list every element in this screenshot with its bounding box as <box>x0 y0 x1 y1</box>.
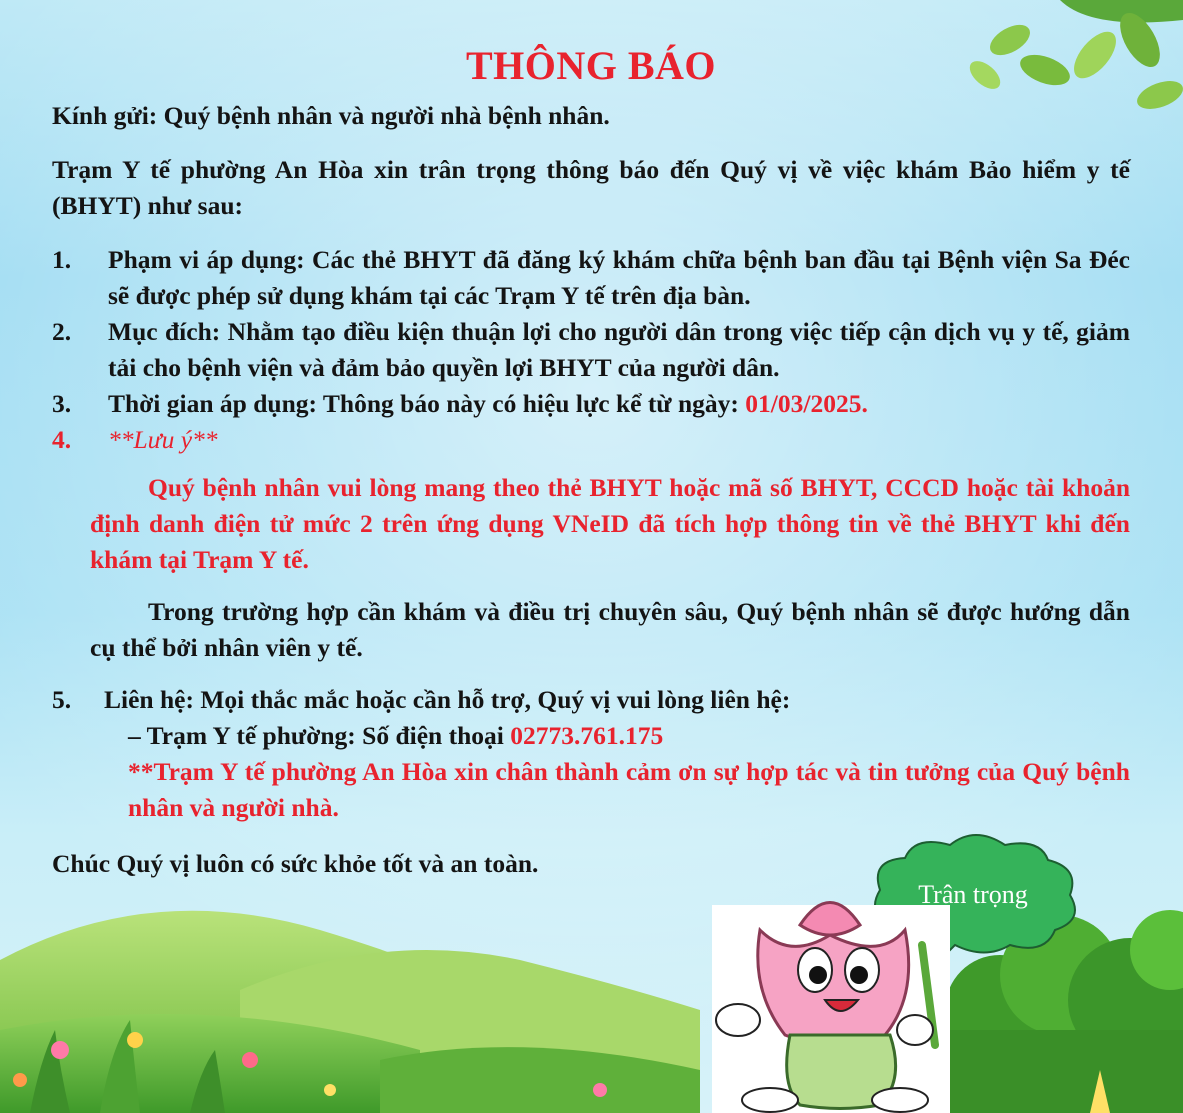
contact-label: – Trạm Y tế phường: Số điện thoại <box>128 721 511 750</box>
item-number: 3. <box>52 389 72 418</box>
salutation: Kính gửi: Quý bệnh nhân và người nhà bệnh nhân. <box>52 101 610 130</box>
list-item-effective-date <box>52 386 1130 422</box>
lotus-mascot-icon <box>712 903 950 1113</box>
item-number: 1. <box>52 245 72 274</box>
closing-line: Chúc Quý vị luôn có sức khỏe tốt và an toàn. <box>52 849 539 878</box>
bubble-text: Trân trọng <box>918 880 1028 909</box>
note-paragraph: Quý bệnh nhân vui lòng mang theo thẻ BHYT hoặc mã số BHYT, CCCD hoặc tài khoản định danh điện tử mức 2 trên ứng dụng VNeID đã tích hợp thông tin về thẻ BHYT khi đến khám tại Trạm Y tế. <box>90 473 1130 574</box>
thanks-paragraph: **Trạm Y tế phường An Hòa xin chân thành cảm ơn sự hợp tác và tin tưởng của Quý bệnh nhân và người nhà. <box>128 757 1130 822</box>
item-text: Thời gian áp dụng: Thông báo này có hiệu lực kể từ ngày: <box>108 389 746 418</box>
note-heading: **Lưu ý** <box>108 425 218 454</box>
list-item-scope <box>52 242 1130 314</box>
list-item-contact <box>52 682 1130 718</box>
item-text: Phạm vi áp dụng: Các thẻ BHYT đã đăng ký khám chữa bệnh ban đầu tại Bệnh viện Sa Đéc sẽ được phép sử dụng khám tại các Trạm Y tế trên địa bàn. <box>108 245 1130 310</box>
followup-paragraph: Trong trường hợp cần khám và điều trị chuyên sâu, Quý bệnh nhân sẽ được hướng dẫn cụ thể bởi nhân viên y tế. <box>90 597 1130 662</box>
announcement <box>52 38 1130 882</box>
item-number: 2. <box>52 317 72 346</box>
contact-phone-line <box>52 718 1130 754</box>
page-title: THÔNG BÁO <box>465 43 717 88</box>
item-text: Mục đích: Nhằm tạo điều kiện thuận lợi cho người dân trong việc tiếp cận dịch vụ y tế, giảm tải cho bệnh viện và đảm bảo quyền lợi BHYT của người dân. <box>108 317 1130 382</box>
list-item-purpose <box>52 314 1130 386</box>
phone-number: 02773.761.175 <box>510 721 664 750</box>
contact-text: Liên hệ: Mọi thắc mắc hoặc cần hỗ trợ, Quý vị vui lòng liên hệ: <box>104 685 791 714</box>
item-number: 4. <box>52 425 72 454</box>
intro-paragraph: Trạm Y tế phường An Hòa xin trân trọng thông báo đến Quý vị về việc khám Bảo hiểm y tế (BHYT) như sau: <box>52 155 1130 220</box>
item-number: 5. <box>52 685 72 714</box>
effective-date: 01/03/2025. <box>745 389 868 418</box>
list-item-note <box>52 422 1130 458</box>
